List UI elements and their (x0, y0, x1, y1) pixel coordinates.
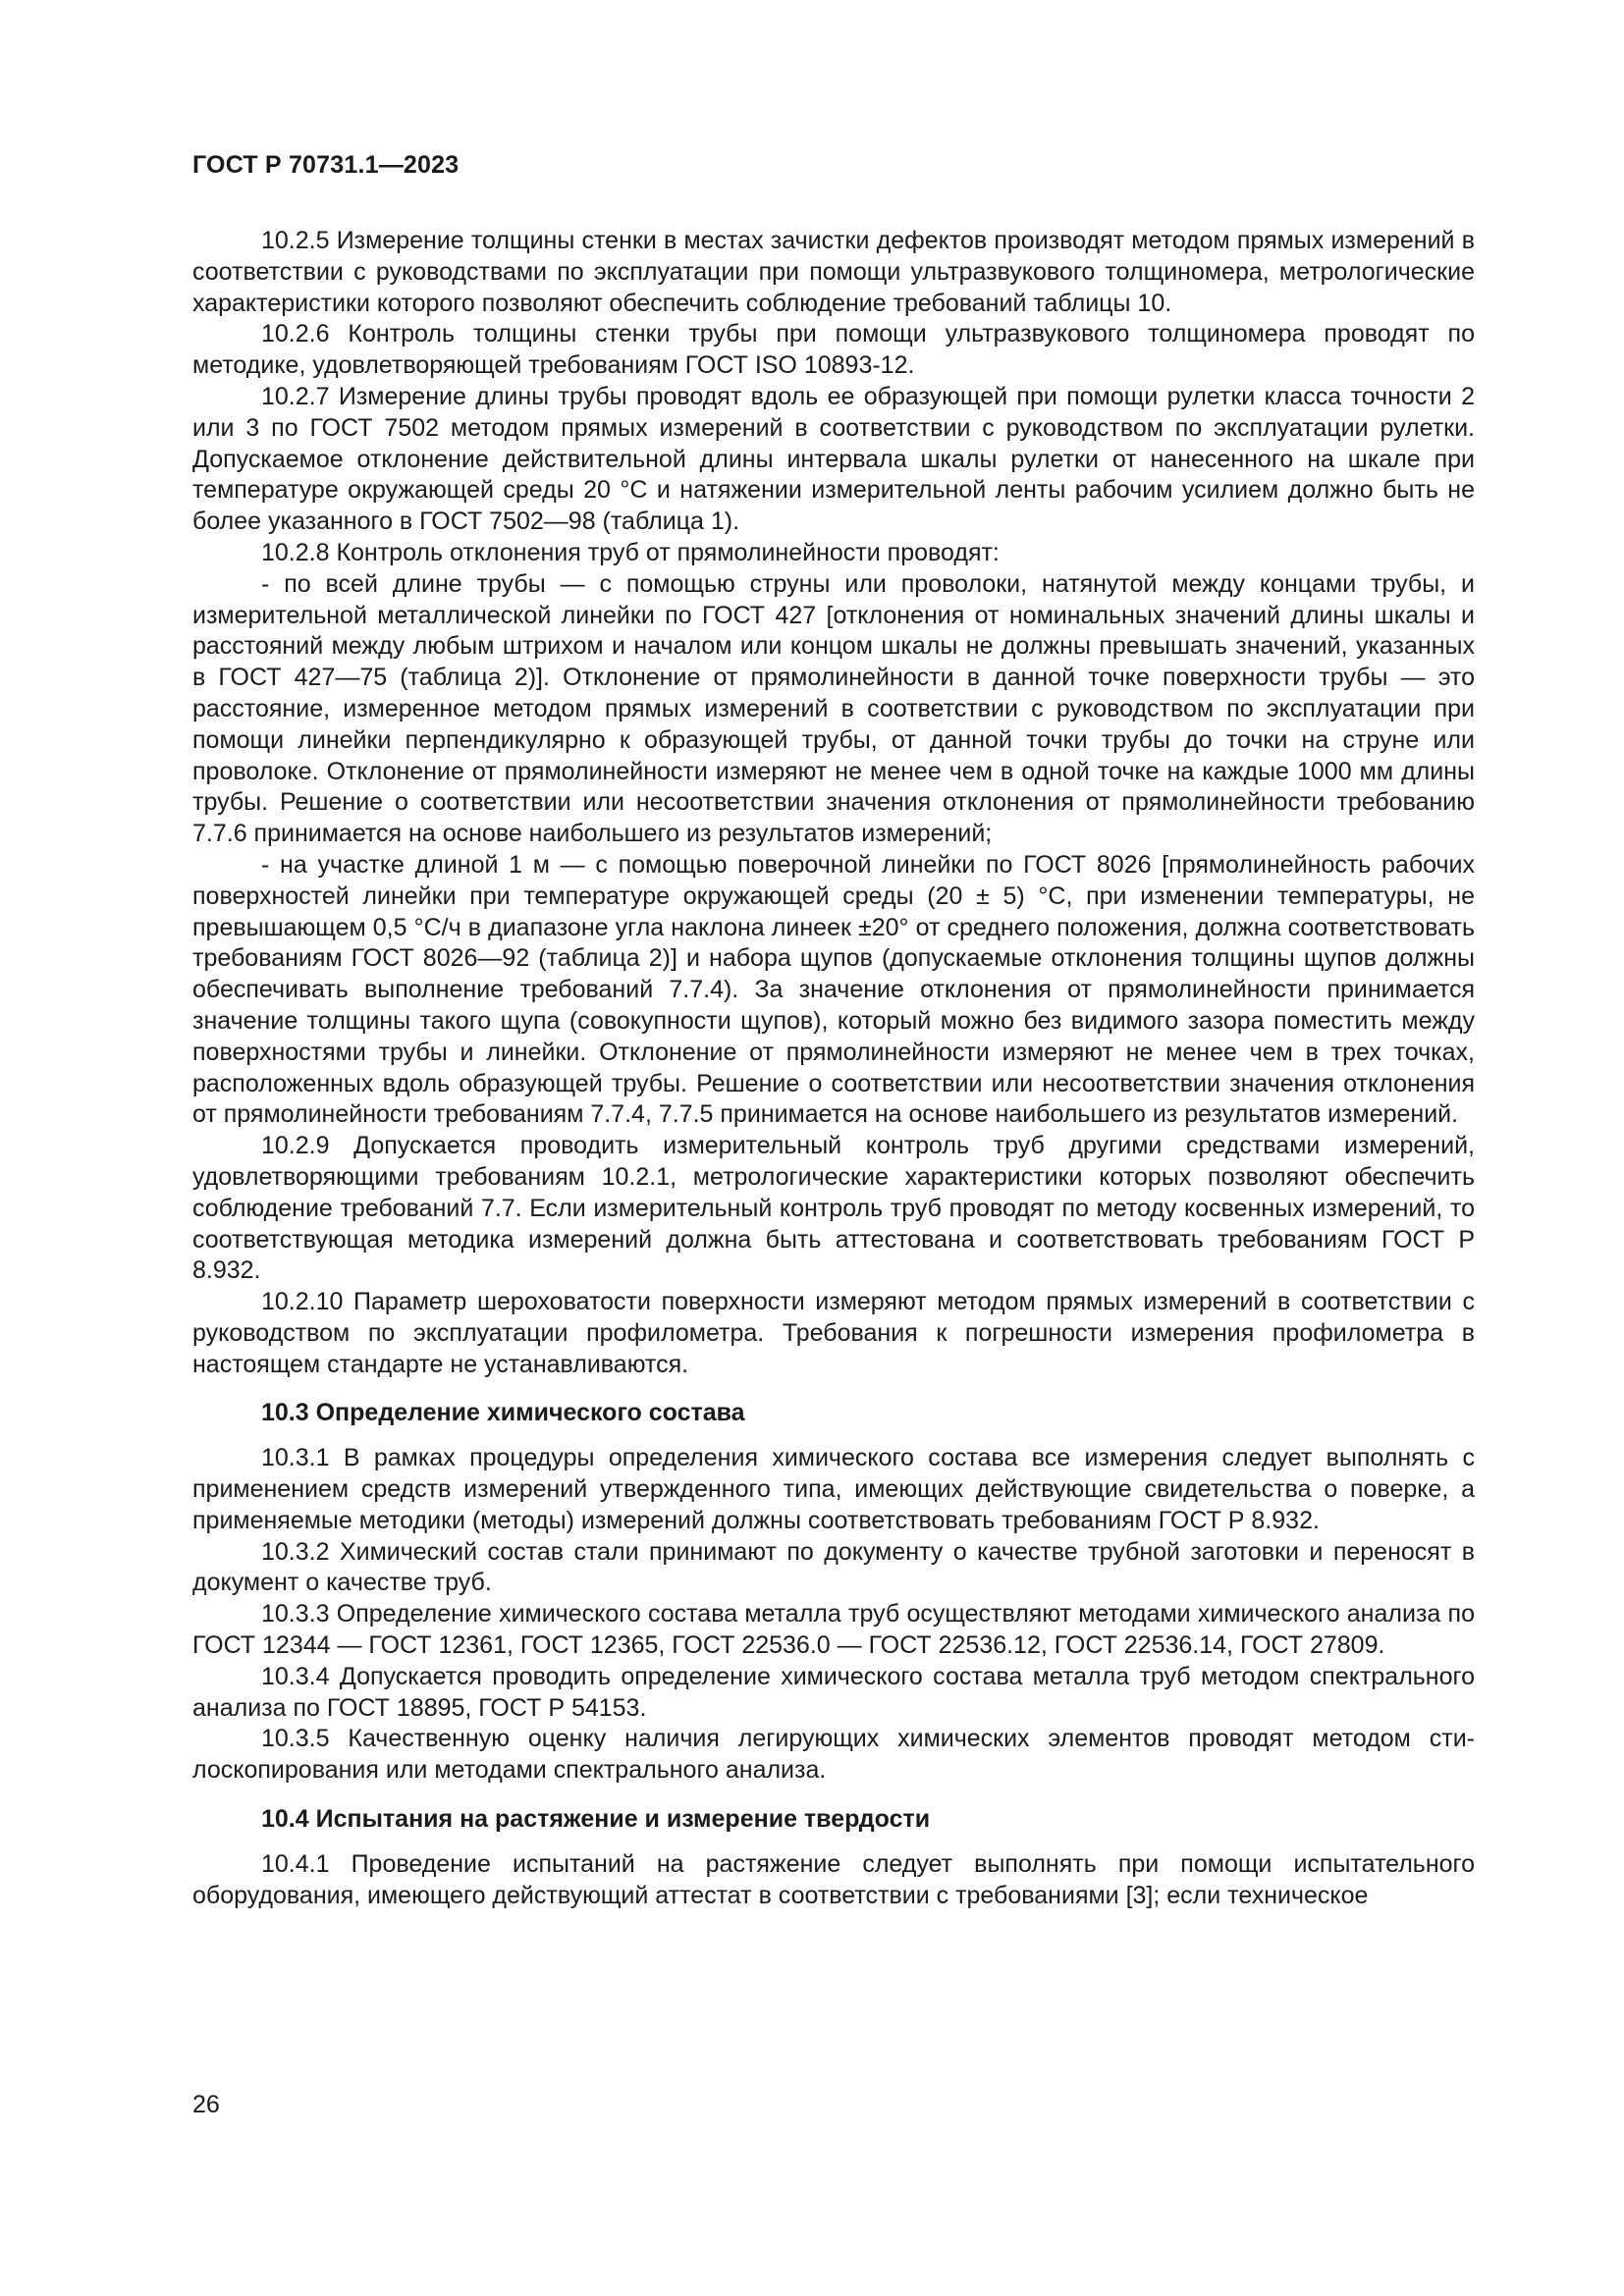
document-body (192, 226, 1475, 1911)
paragraph-10-3-3: 10.3.3 Определение химического состава металла труб осуществляют методами химического анализа по ГОСТ 12344 — ГОСТ 12361, ГОСТ 12365, ГОСТ 22536.0 — ГОСТ 22536.12, ГОСТ 22536.14, ГОСТ 27809. (192, 1600, 1475, 1660)
paragraph-10-2-10: 10.2.10 Параметр шероховатости поверхности измеряют методом прямых измерений в соответствии с руководством по эксплуатации профилометра. Требования к погрешности измерения профилометра в настоящем стандарте не устанавливаются. (192, 1288, 1475, 1378)
paragraph-10-4-1: 10.4.1 Проведение испытаний на растяжение следует выполнять при помощи испытательного оборудования, имеющего действующий аттестат в соответствии с требованиями [3]; если техническое (192, 1849, 1475, 1909)
paragraph-10-3-1: 10.3.1 В рамках процедуры определения химического состава все измерения следует выполнять с применением средств измерений утвержденного типа, имеющих действующие свидетельства о поверке, а применяемые методики (методы) измерений должны соответствовать требованиям ГОСТ Р 8.932. (192, 1444, 1475, 1534)
list-item-one-meter: - на участке длиной 1 м — с помощью поверочной линейки по ГОСТ 8026 [прямолинейность рабочих поверхностей линейки при температуре окружающей среды (20 ± 5) °С, при изменении температуры, не превышающем 0,5 °С/ч в диапазоне угла наклона линеек ±20° от среднего положения, должна соответствовать требованиям ГОСТ 8026—92 (таблица 2)] и набора щупов (допускаемые отклонения толщины щупов должны обеспечивать выполнение требований 7.7.4). За значение отклонения от прямолинейности принимается значение толщины такого щупа (совокупности щупов), который можно без видимого зазора поместить между поверхностями трубы и линейки. Отклонение от прямолинейности измеряют не менее чем в трех точках, расположенных вдоль образующей трубы. Решение о соответствии или несоответствии значения отклонения от прямолинейности требованиям 7.7.4, 7.7.5 принимается на основе наибольшего из результатов измерений. (192, 850, 1475, 1129)
list-item-full-length: - по всей длине трубы — с помощью струны или проволоки, натянутой между концами трубы, и измерительной металлической линейки по ГОСТ 427 [отклонения от номинальных значений длины шкалы и расстояний между любым штрихом и началом или концом шкалы не должны превышать значений, указанных в ГОСТ 427—75 (таблица 2)]. Отклонение от прямолинейности в данной точке поверхности трубы — это расстояние, измеренное методом прямых измерений в соответствии с руководством по эксплуатации при помощи линейки перпендикулярно к образующей трубы, от данной точки трубы до точки на струне или проволоке. Отклонение от прямолинейности измеряют не менее чем в одной точке на каждые 1000 мм длины трубы. Решение о соответствии или несоответствии значения отклонения от прямолинейности требованию 7.7.6 принимается на основе наибольшего из результатов измерений; (192, 569, 1475, 848)
paragraph-10-2-9: 10.2.9 Допускается проводить измерительный контроль труб другими средствами измерений, удовлетворяющими требованиям 10.2.1, метрологические характеристики которых позволяют обеспечить соблюдение требований 7.7. Если измерительный контроль труб проводят по методу косвенных измерений, то соответствующая методика измерений должна быть аттестована и соответствовать требованиям ГОСТ Р 8.932. (192, 1132, 1475, 1285)
paragraph-10-3-5: 10.3.5 Качественную оценку наличия легирующих химических элементов проводят методом стилоскопирования или методами спектрального анализа. (192, 1725, 1475, 1785)
document-code-header: ГОСТ Р 70731.1—2023 (192, 151, 460, 179)
paragraph-10-2-8: 10.2.8 Контроль отклонения труб от прямолинейности проводят: (261, 538, 1000, 566)
page-number: 26 (192, 2091, 220, 2118)
section-heading-10-3: 10.3 Определение химического состава (261, 1399, 745, 1427)
paragraph-10-2-6: 10.2.6 Контроль толщины стенки трубы при помощи ультразвукового толщиномера проводят по методике, удовлетворяющей требованиям ГОСТ ISO 10893-12. (192, 320, 1475, 380)
section-heading-10-4: 10.4 Испытания на растяжение и измерение твердости (261, 1805, 931, 1834)
paragraph-10-2-5: 10.2.5 Измерение толщины стенки в местах зачистки дефектов производят методом прямых измерений в соответствии с руководствами по эксплуатации при помощи ультразвукового толщиномера, метрологические характеристики которого позволяют обеспечить соблюдение требований таблицы 10. (192, 227, 1475, 317)
paragraph-10-3-4: 10.3.4 Допускается проводить определение химического состава металла труб методом спектрального анализа по ГОСТ 18895, ГОСТ Р 54153. (192, 1662, 1475, 1722)
paragraph-10-2-7: 10.2.7 Измерение длины трубы проводят вдоль ее образующей при помощи рулетки класса точности 2 или 3 по ГОСТ 7502 методом прямых измерений в соответствии с руководством по эксплуатации рулетки. Допускаемое отклонение действительной длины интервала шкалы рулетки от нанесенного на шкале при температуре окружающей среды 20 °С и натяжении измерительной ленты рабочим усилием должно быть не более указанного в ГОСТ 7502—98 (таблица 1). (192, 382, 1475, 536)
paragraph-10-3-2: 10.3.2 Химический состав стали принимают по документу о качестве трубной заготовки и переносят в документ о качестве труб. (192, 1537, 1475, 1597)
